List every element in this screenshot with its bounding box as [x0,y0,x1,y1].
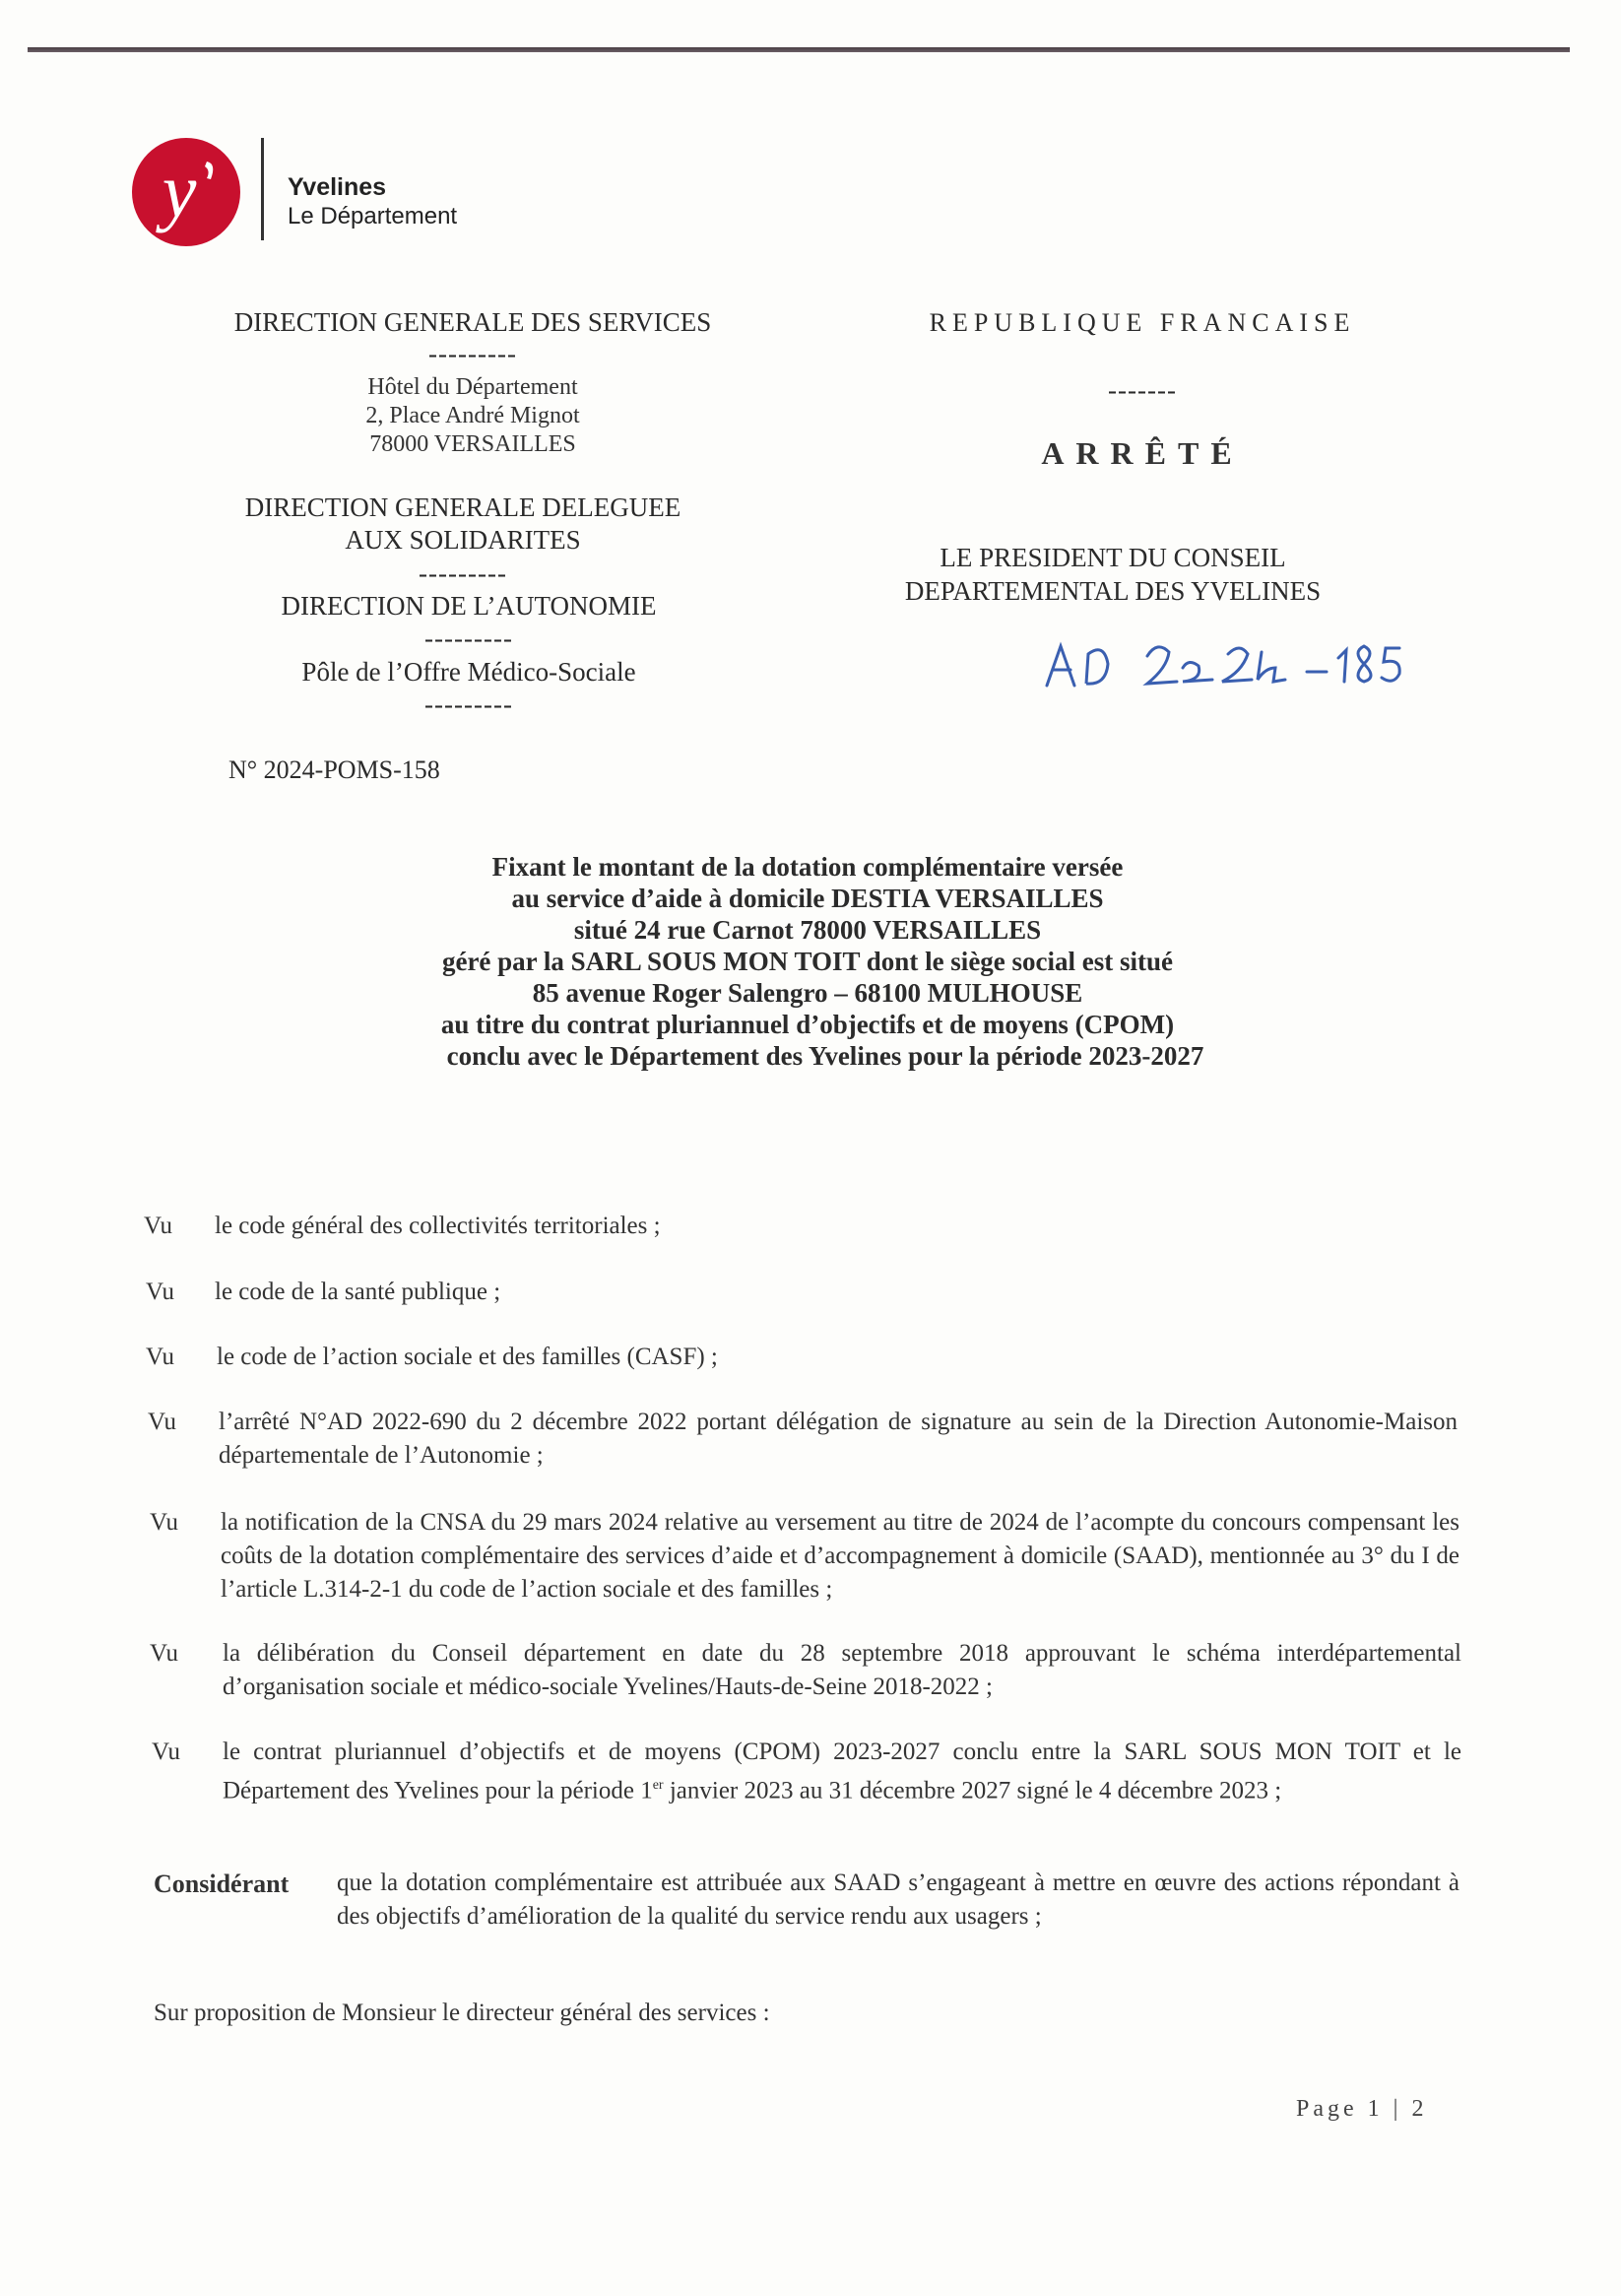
address-line: 78000 VERSAILLES [369,431,576,457]
da-heading: DIRECTION DE L’AUTONOMIE [281,591,657,621]
vu-item: la notification de la CNSA du 29 mars 2024 relative au versement au titre de 2024 de l’acompte du concours compensant les coûts de la dotation complémentaire des services d’aide et d’accompagnement à domicile (SAAD), mentionnée au 3° du I de l’article L.314-2-1 du code de l’action sociale et des familles ; [221,1509,1459,1603]
vu-label: Vu [152,1738,181,1765]
dgd-heading-line2: AUX SOLIDARITES [345,525,581,555]
dgd-heading-line1: DIRECTION GENERALE DELEGUEE [244,492,681,522]
considerant-label: Considérant [154,1870,290,1898]
top-rule [28,47,1570,52]
vu-item: l’arrêté N°AD 2022-690 du 2 décembre 2022 portant délégation de signature au sein de la Direction Autonomie-Maison départementale de l’Autonomie ; [219,1409,1458,1469]
address-line: Hôtel du Département [367,374,578,400]
vu-label: Vu [146,1344,175,1370]
handwritten-reference [1039,628,1413,697]
title-line: conclu avec le Département des Yvelines pour la période 2023-2027 [446,1041,1204,1071]
president-line2: DEPARTEMENTAL DES YVELINES [904,576,1322,606]
logo-separator [261,138,264,240]
arrete-heading: ARRÊTÉ [1041,435,1244,471]
pole-heading: Pôle de l’Offre Médico-Sociale [301,657,636,687]
vu-item: le code général des collectivités territoriales ; [215,1213,661,1239]
republic-heading: REPUBLIQUE FRANCAISE [929,308,1356,337]
proposition-line: Sur proposition de Monsieur le directeur général des services : [154,2000,770,2026]
separator-dash: --------- [424,689,513,719]
decree-title [335,851,1280,1072]
title-line: au titre du contrat pluriannuel d’objectifs et de moyens (CPOM) [440,1010,1175,1039]
vu-item: le code de l’action sociale et des familles (CASF) ; [217,1344,718,1370]
vu-label: Vu [144,1213,173,1239]
brand-name: Yvelines [288,173,387,201]
dgs-heading: DIRECTION GENERALE DES SERVICES [233,307,712,337]
page-number: Page 1 | 2 [1296,2096,1428,2122]
vu-label: Vu [150,1640,179,1667]
yvelines-logo [130,136,242,248]
decree-number: N° 2024-POMS-158 [228,755,440,784]
address-line: 2, Place André Mignot [365,403,580,428]
vu-item: la délibération du Conseil département en date du 28 septembre 2018 approuvant le schéma interdépartemental d’organisation sociale et médico-sociale Yvelines/Hauts-de-Seine 2018-2022 ; [223,1640,1461,1700]
logo-letter: y [162,148,197,233]
brand-subtitle: Le Département [288,203,458,230]
vu-label: Vu [148,1409,177,1435]
vu-label: Vu [150,1509,179,1536]
separator-dash: ------- [1108,375,1177,405]
vu-label: Vu [146,1279,175,1305]
vu-item: le contrat pluriannuel d’objectifs et de moyens (CPOM) 2023-2027 conclu entre la SARL SOUS MON TOIT et le Département des Yvelines pour la période 1er janvier 2023 au 31 décembre 2027 signé le 4 décembre 2023 ; [223,1738,1461,1804]
president-line1: LE PRESIDENT DU CONSEIL [940,543,1286,572]
separator-dash: --------- [424,623,513,653]
vu-item: le code de la santé publique ; [215,1279,501,1305]
separator-dash: --------- [419,558,507,588]
separator-dash: --------- [428,339,517,368]
title-line: au service d’aide à domicile DESTIA VERSAILLES [511,884,1104,913]
title-line: situé 24 rue Carnot 78000 VERSAILLES [573,915,1042,945]
title-line: 85 avenue Roger Salengro – 68100 MULHOUSE [532,978,1083,1008]
title-line: géré par la SARL SOUS MON TOIT dont le siège social est situé [441,947,1174,976]
considerant-text: que la dotation complémentaire est attribuée aux SAAD s’engageant à mettre en œuvre des actions répondant à des objectifs d’amélioration de la qualité du service rendu aux usagers ; [337,1870,1459,1930]
title-line: Fixant le montant de la dotation complémentaire versée [491,852,1124,882]
